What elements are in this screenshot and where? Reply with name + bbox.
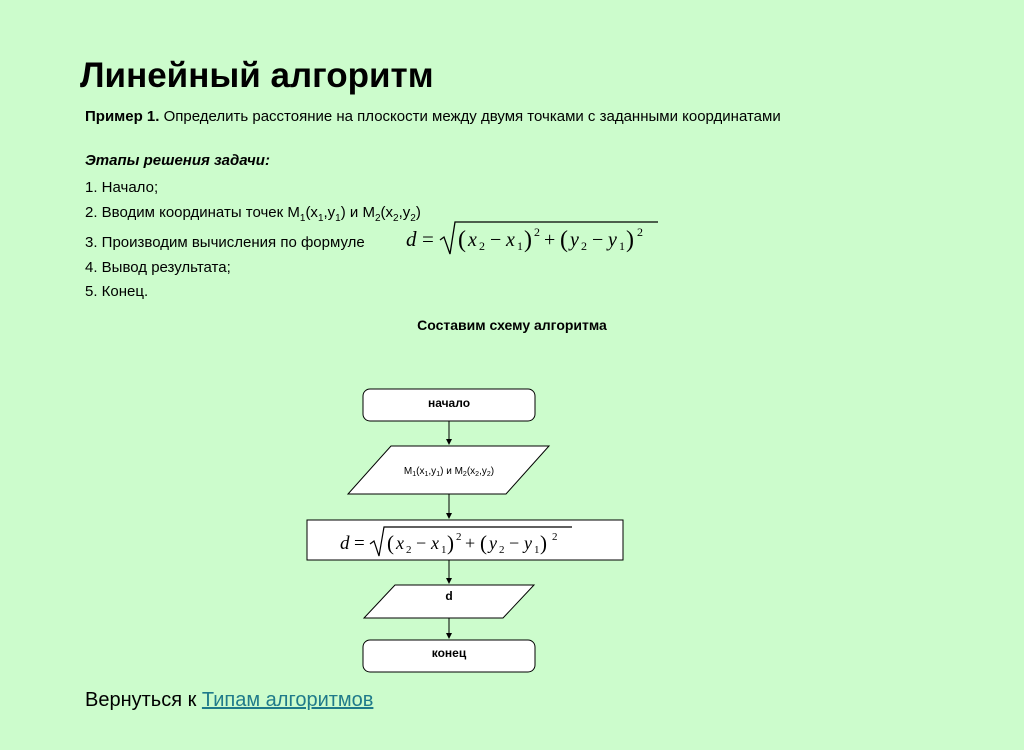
svg-text:d: d [406,227,417,251]
example-text: Определить расстояние на плоскости между двумя точками с заданными координатами [159,108,781,125]
svg-text:2: 2 [534,225,540,239]
flow-output-label: d [445,589,453,603]
svg-text:y: y [489,533,497,553]
flow-end-label: конец [431,646,467,660]
svg-text:x: x [506,229,515,251]
return-line [85,689,373,712]
svg-text:−: − [490,229,502,251]
algorithm-types-link[interactable]: Типам алгоритмов [201,689,374,711]
svg-text:+: + [465,533,476,553]
svg-text:−: − [509,533,520,553]
svg-text:): ) [626,227,634,253]
stages-heading: Этапы решения задачи: [85,152,270,169]
svg-text:y: y [524,533,532,553]
svg-text:1: 1 [619,239,625,253]
step-1: 1. Начало; [85,179,159,196]
svg-text:1: 1 [517,239,523,253]
step-2: 2. Вводим координаты точек $M_1(x_1,y_1)$ и $M_2(x_2,y_2)$ [85,203,421,224]
svg-text:1: 1 [534,544,540,556]
svg-text:x: x [468,229,477,251]
step-3: 3. Производим вычисления по формуле [85,234,365,251]
svg-text:2: 2 [552,531,558,543]
svg-text:): ) [524,227,532,253]
flow-start-label: начало [427,396,471,410]
svg-text:=: = [354,533,365,554]
svg-text:y: y [570,229,579,251]
svg-text:): ) [540,531,547,555]
svg-text:2: 2 [637,225,643,239]
step-5: 5. Конец. [85,283,149,300]
svg-text:(: ( [480,531,487,555]
return-prefix: Вернуться к [85,689,202,711]
svg-text:x: x [431,533,439,553]
svg-text:(: ( [560,227,568,253]
svg-text:(: ( [458,227,466,253]
svg-text:x: x [396,533,404,553]
svg-text:2: 2 [479,239,485,253]
svg-text:d: d [340,533,350,554]
svg-text:=: = [422,227,434,251]
flow-input-label: $M_1(x_1,y_1)$ и $M_2(x_2,y_2)$ [403,466,495,478]
scheme-caption: Составим схему алгоритма [417,317,607,333]
svg-text:−: − [592,229,604,251]
svg-text:+: + [544,229,556,251]
svg-text:2: 2 [456,531,462,543]
svg-text:2: 2 [581,239,587,253]
svg-text:2: 2 [499,544,505,556]
svg-text:): ) [447,531,454,555]
svg-text:2: 2 [406,544,412,556]
page-title: Линейный алгоритм [80,56,434,95]
example-label: Пример 1. [85,108,160,125]
svg-text:(: ( [387,531,394,555]
step-4: 4. Вывод результата; [85,258,231,276]
svg-text:y: y [608,229,617,251]
svg-text:1: 1 [441,544,447,556]
svg-text:−: − [416,533,427,553]
